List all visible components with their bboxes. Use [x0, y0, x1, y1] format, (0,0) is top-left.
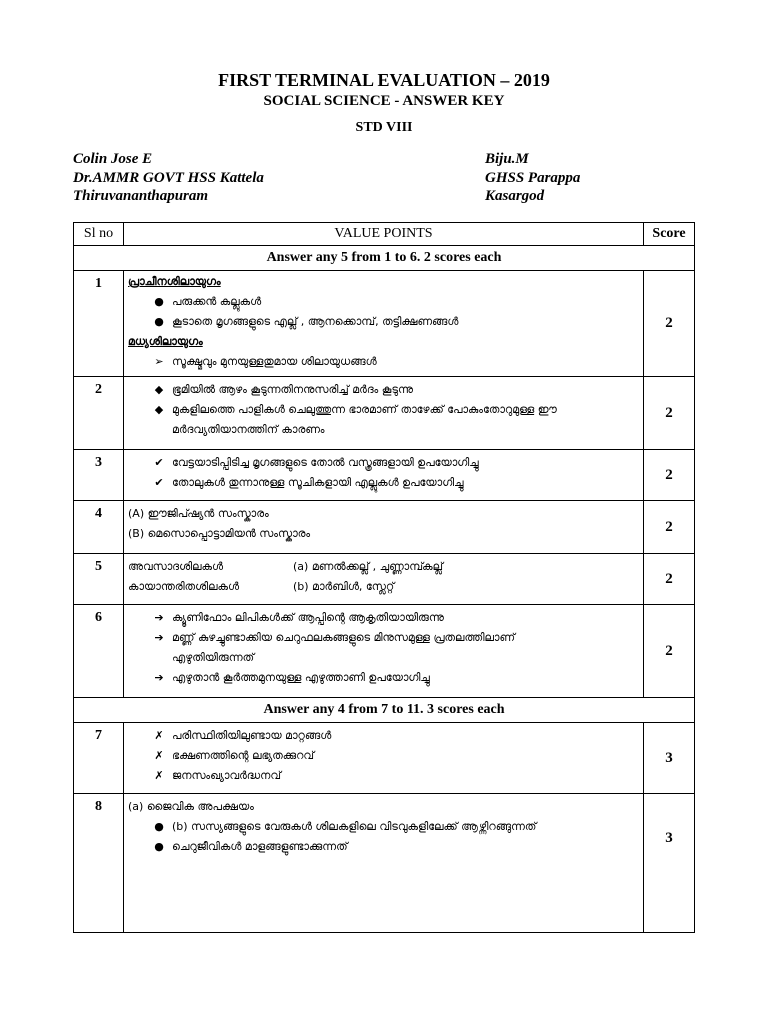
point-text: മർദവ്യതിയാനത്തിന് കാരണം: [172, 423, 325, 436]
author-school: GHSS Parappa: [485, 169, 581, 186]
standard-label: STD VIII: [355, 120, 413, 135]
row-number: 4: [74, 501, 124, 554]
checkmark-icon: ✔: [154, 456, 164, 469]
section-row: [74, 698, 695, 723]
table-row: [74, 450, 695, 501]
rock-examples: (b) മാർബിൾ, സ്ലേറ്റ്: [293, 580, 395, 593]
row-score: 2: [644, 501, 695, 554]
answer-key-table: [73, 222, 695, 933]
point-text: സൂക്ഷ്മവും മുനയുള്ളതുമായ ശിലായുധങ്ങൾ: [172, 355, 377, 368]
section-heading: Answer any 4 from 7 to 11. 3 scores each: [74, 698, 695, 723]
table-row: [74, 554, 695, 605]
row-score: 2: [644, 605, 695, 698]
row-number: 7: [74, 723, 124, 794]
point-text: തോലുകൾ തുന്നാനുള്ള സൂചികളായി എല്ലുകൾ ഉപയോഗിച്ചു: [172, 476, 464, 489]
era-heading: മധ്യശിലായുഗം: [128, 335, 203, 348]
arrow-right-icon: ➔: [154, 671, 164, 684]
point-text: ക്യൂണിഫോം ലിപികൾക്ക് ആപ്പിന്റെ ആകൃതിയായിരുന്നു: [172, 611, 444, 624]
value-points: [124, 794, 644, 933]
row-number: 2: [74, 377, 124, 450]
point-text: (b) സസ്യങ്ങളുടെ വേരുകൾ ശിലകളിലെ വിടവുകളിലേക്ക് ആഴ്ന്നിറങ്ങുന്നത്: [172, 820, 537, 833]
row-score: 3: [644, 723, 695, 794]
checkmark-icon: ✔: [154, 476, 164, 489]
author-name: Biju.M: [485, 151, 529, 167]
point-text: പരിസ്ഥിതിയിലുണ്ടായ മാറ്റങ്ങൾ: [172, 729, 332, 742]
arrow-right-icon: ➔: [154, 611, 164, 624]
point-text: ഭക്ഷണത്തിന്റെ ലഭ്യതക്കുറവ്: [172, 749, 315, 762]
table-row: [74, 501, 695, 554]
point-text: മുകളിലത്തെ പാളികൾ ചെലുത്തുന്ന ഭാരമാണ് താഴേക്ക് പോകുംതോറുമുള്ള ഈ: [172, 403, 557, 416]
row-score: 2: [644, 554, 695, 605]
rock-examples: (a) മണൽക്കല്ല് , ചുണ്ണാമ്പ്കല്ല്: [293, 560, 443, 573]
value-points: [124, 554, 644, 605]
point-text: ഭൂമിയിൽ ആഴം കൂടുന്നതിനനുസരിച്ച് മർദം കൂടുന്നു: [172, 383, 413, 396]
value-points: [124, 723, 644, 794]
page-subtitle: SOCIAL SCIENCE - ANSWER KEY: [263, 93, 505, 109]
diamond-icon: ◆: [154, 383, 164, 396]
bullet-icon: ●: [154, 840, 164, 853]
author-place: Kasargod: [485, 188, 545, 204]
point-text: ചെറുജീവികൾ മാളങ്ങളുണ്ടാക്കുന്നത്: [172, 840, 348, 853]
table-header-row: [74, 223, 695, 246]
author-right: [485, 150, 580, 206]
row-number: 5: [74, 554, 124, 605]
row-number: 1: [74, 271, 124, 377]
arrowhead-icon: ➢: [154, 355, 164, 368]
point-text: എഴുതാൻ കൂർത്തമുനയുള്ള എഴുത്താണി ഉപയോഗിച്ചു: [172, 671, 430, 684]
point-text: എഴുതിയിരുന്നത്: [172, 651, 255, 664]
table-row: [74, 794, 695, 933]
point-text: പരുക്കൻ കല്ലുകൾ: [172, 295, 262, 308]
row-score: 3: [644, 794, 695, 933]
value-points: [124, 450, 644, 501]
author-place: Thiruvananthapuram: [73, 188, 209, 204]
table-row: [74, 723, 695, 794]
section-heading: Answer any 5 from 1 to 6. 2 scores each: [74, 246, 695, 271]
row-score: 2: [644, 377, 695, 450]
point-text: വേട്ടയാടിപ്പിടിച്ച മൃഗങ്ങളുടെ തോൽ വസ്ത്രങ്ങളായി ഉപയോഗിച്ചു: [172, 456, 479, 469]
value-points: [124, 271, 644, 377]
point-text: (A) ഈജിപ്ഷ്യൻ സംസ്കാരം: [128, 507, 269, 520]
section-row: [74, 246, 695, 271]
cross-icon: ✗: [154, 729, 164, 742]
value-points: [124, 605, 644, 698]
value-points: [124, 377, 644, 450]
table-row: [74, 605, 695, 698]
cross-icon: ✗: [154, 749, 164, 762]
rock-type: അവസാദശിലകൾ: [128, 560, 224, 573]
table-row: [74, 377, 695, 450]
bullet-icon: ●: [154, 820, 164, 833]
cross-icon: ✗: [154, 769, 164, 782]
header-value-points: VALUE POINTS: [124, 223, 644, 246]
point-text: മണ്ണ് കുഴച്ചുണ്ടാക്കിയ ചെറുഫലകങ്ങളുടെ മിനുസമുള്ള പ്രതലത്തിലാണ്: [172, 631, 516, 644]
author-left: [73, 150, 264, 206]
author-name: Colin Jose E: [73, 151, 153, 167]
bullet-icon: ●: [154, 295, 164, 308]
author-school: Dr.AMMR GOVT HSS Kattela: [73, 169, 264, 186]
point-text: (B) മെസൊപ്പൊട്ടാമിയൻ സംസ്കാരം: [128, 527, 311, 540]
page-title: FIRST TERMINAL EVALUATION – 2019: [218, 70, 550, 90]
point-text: കൂടാതെ മൃഗങ്ങളുടെ എല്ല് , ആനക്കൊമ്പ്, തട്ടിക്ഷണങ്ങൾ: [172, 315, 459, 328]
header-score: Score: [644, 223, 695, 246]
row-score: 2: [644, 450, 695, 501]
row-number: 6: [74, 605, 124, 698]
table-row: [74, 271, 695, 377]
point-text: ജനസംഖ്യാവർദ്ധനവ്: [172, 769, 282, 782]
bullet-icon: ●: [154, 315, 164, 328]
era-heading: പ്രാചീനശിലായുഗം: [128, 275, 221, 288]
diamond-icon: ◆: [154, 403, 164, 416]
point-text: (a) ജൈവിക അപക്ഷയം: [128, 800, 254, 813]
row-number: 8: [74, 794, 124, 933]
row-score: 2: [644, 271, 695, 377]
value-points: [124, 501, 644, 554]
header-slno: Sl no: [74, 223, 124, 246]
rock-type: കായാന്തരിതശിലകൾ: [128, 580, 240, 593]
row-number: 3: [74, 450, 124, 501]
arrow-right-icon: ➔: [154, 631, 164, 644]
